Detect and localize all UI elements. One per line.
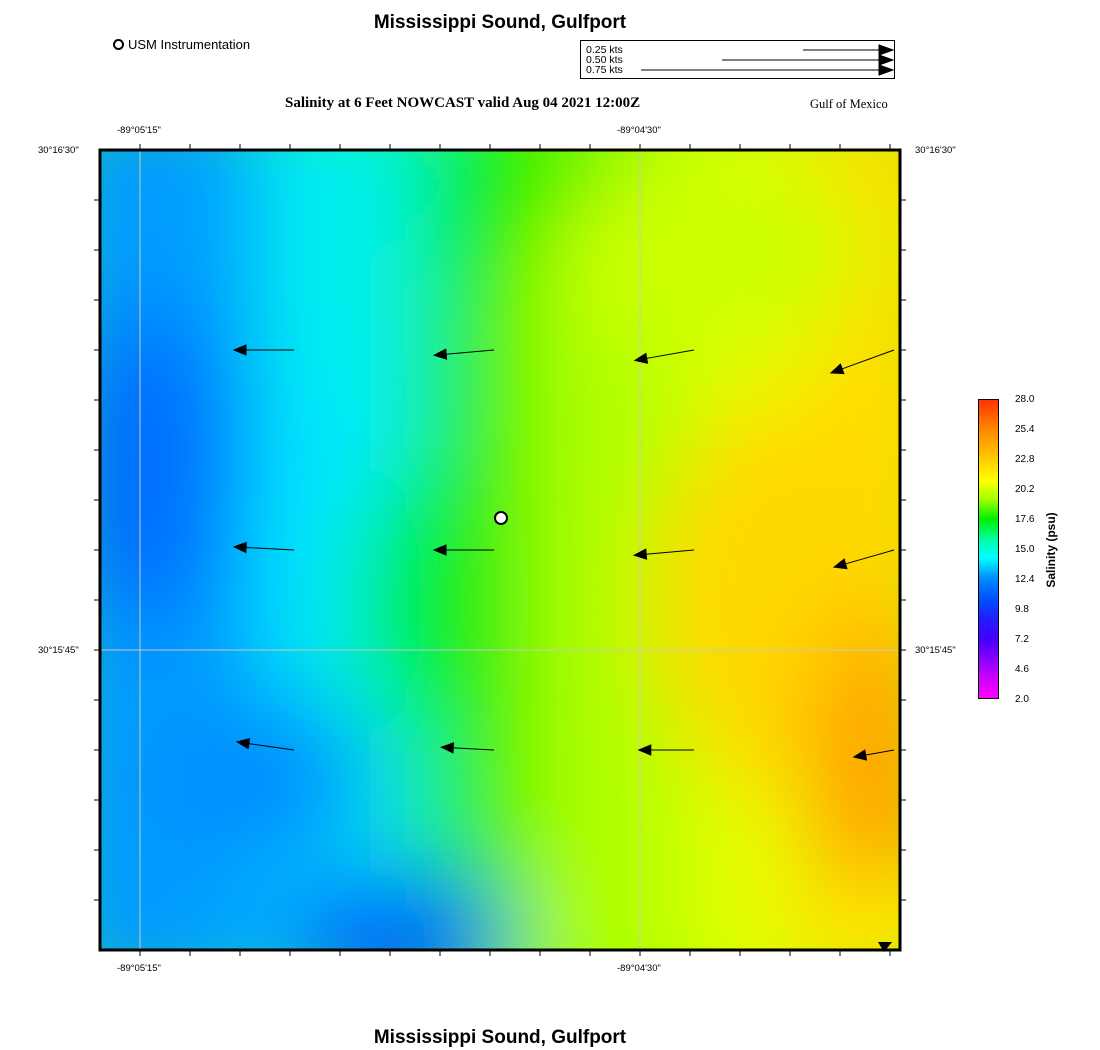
lat-tick-label: 30°15'45": [915, 645, 956, 656]
colorbar-tick-label: 17.6: [1015, 514, 1035, 525]
circle-marker-icon: [113, 39, 124, 50]
lat-tick-label: 30°15'45": [38, 645, 79, 656]
map-footer-title: Mississippi Sound, Gulfport: [373, 1027, 627, 1048]
colorbar-title: Salinity (psu): [1044, 512, 1058, 588]
region-label: Gulf of Mexico: [810, 97, 888, 111]
vector-scale-legend: [580, 40, 895, 79]
vector-arrow-icon: [879, 65, 893, 75]
vector-legend-label: 0.25 kts: [586, 44, 623, 56]
station-marker-icon[interactable]: [495, 512, 507, 524]
colorbar-tick-label: 22.8: [1015, 454, 1035, 465]
vector-legend-arrows: [581, 41, 896, 80]
map-subtitle: Salinity at 6 Feet NOWCAST valid Aug 04 2021 12:00Z: [285, 95, 641, 111]
colorbar-tick-label: 20.2: [1015, 484, 1035, 495]
colorbar-tick-label: 7.2: [1015, 634, 1029, 645]
vector-arrow-icon: [879, 45, 893, 55]
colorbar-tick-label: 4.6: [1015, 664, 1029, 675]
lon-tick-label: -89°04'30": [617, 963, 661, 974]
salinity-colorbar: [978, 399, 999, 699]
lat-tick-label: 30°16'30": [915, 145, 956, 156]
colorbar-tick-label: 25.4: [1015, 424, 1035, 435]
colorbar-tick-label: 15.0: [1015, 544, 1035, 555]
lon-tick-label: -89°05'15": [117, 125, 161, 136]
colorbar-tick-label: 9.8: [1015, 604, 1029, 615]
station-legend: [113, 37, 250, 52]
salinity-map: [90, 140, 910, 960]
station-legend-label: USM Instrumentation: [128, 37, 251, 52]
lat-tick-label: 30°16'30": [38, 145, 79, 156]
vector-legend-label: 0.75 kts: [586, 64, 623, 76]
vector-legend-label: 0.50 kts: [586, 54, 623, 66]
lon-tick-label: -89°05'15": [117, 963, 161, 974]
salinity-field: [90, 140, 910, 960]
vector-arrow-icon: [879, 55, 893, 65]
map-title: Mississippi Sound, Gulfport: [373, 12, 627, 33]
colorbar-tick-label: 12.4: [1015, 574, 1035, 585]
colorbar-tick-label: 28.0: [1015, 394, 1035, 405]
colorbar-tick-label: 2.0: [1015, 694, 1029, 705]
lon-tick-label: -89°04'30": [617, 125, 661, 136]
